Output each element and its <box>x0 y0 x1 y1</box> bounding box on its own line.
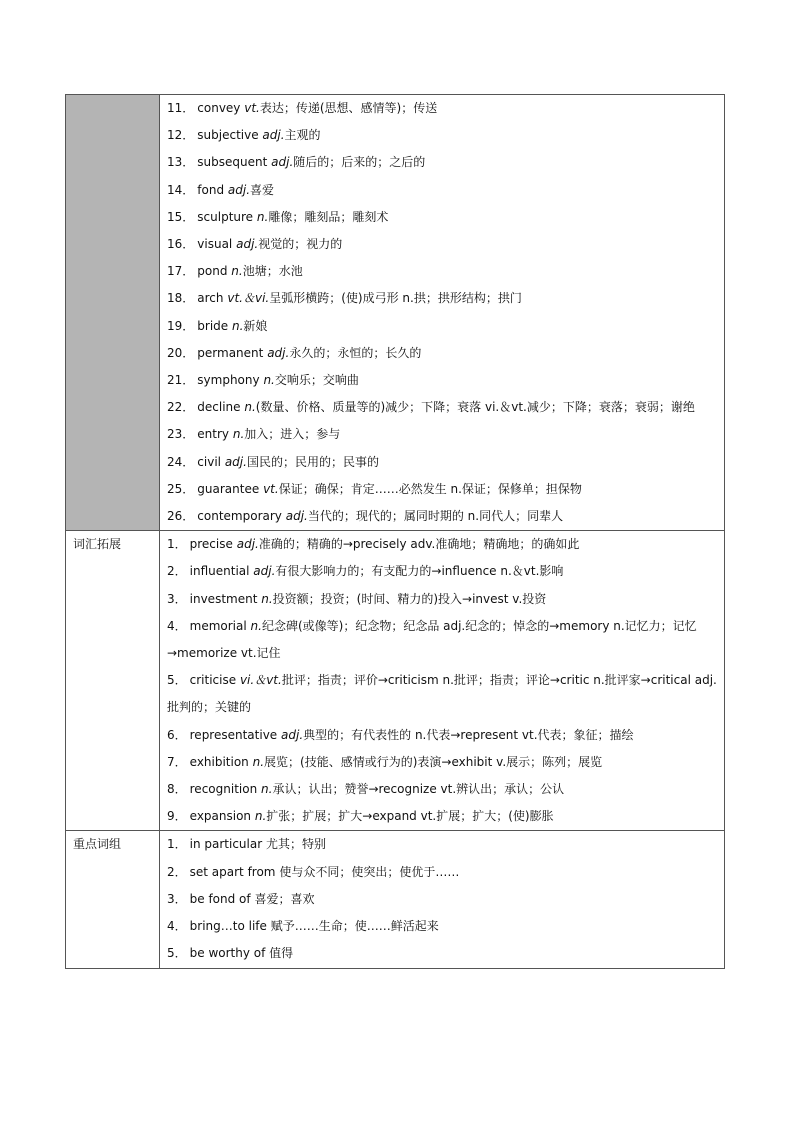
list-item: 23． entry n.加入；进入；参与 <box>167 427 341 442</box>
list-item: 17． pond n.池塘；水池 <box>167 264 303 279</box>
section-items-cell <box>160 531 725 831</box>
list-item: 16． visual adj.视觉的；视力的 <box>167 237 343 252</box>
list-item: 19． bride n.新娘 <box>167 318 268 333</box>
list-item: 24． civil adj.国民的；民用的；民事的 <box>167 454 379 469</box>
list-item: 2． influential adj.有很大影响力的；有支配力的→influence n.＆vt.影响 <box>167 564 564 579</box>
list-item: 14． fond adj.喜爱 <box>167 182 275 197</box>
list-item: 22． decline n.(数量、价格、质量等的)减少；下降；衰落 vi.＆vt.减少；下降；衰落；衰弱；谢绝 <box>167 400 695 415</box>
list-item: 2． set apart from 使与众不同；使突出；使优于…… <box>167 864 460 879</box>
section-category-cell <box>66 95 160 531</box>
section-row-vocabulary-expansion <box>66 531 725 831</box>
list-item: 20． permanent adj.永久的；永恒的；长久的 <box>167 345 422 360</box>
list-item: 18． arch vt.＆vi.呈弧形横跨；(使)成弓形 n.拱；拱形结构；拱门 <box>167 291 522 306</box>
section-items-cell <box>160 95 725 531</box>
section-items-cell <box>160 831 725 968</box>
list-item: 5． be worthy of 值得 <box>167 946 294 961</box>
list-item: 12． subjective adj.主观的 <box>167 128 321 143</box>
list-item: 11． convey vt.表达；传递(思想、感情等)；传送 <box>167 101 438 115</box>
list-item: 4． memorial n.纪念碑(或像等)；纪念物；纪念品 adj.纪念的；悼念的→memory n.记忆力；记忆→memorize vt.记住 <box>167 618 697 661</box>
list-item: 5． criticise vi.＆vt.批评；指责；评价→criticism n.批评；指责；评论→critic n.批评家→critical adj.批判的；关键的 <box>167 673 717 715</box>
list-item: 4． bring…to life 赋予……生命；使……鲜活起来 <box>167 919 439 934</box>
list-item: 25． guarantee vt.保证；确保；肯定……必然发生 n.保证；保修单；担保物 <box>167 481 582 496</box>
list-item: 1． in particular 尤其；特别 <box>167 837 327 852</box>
section-row-key-phrases <box>66 831 725 968</box>
list-item: 1． precise adj.准确的；精确的→precisely adv.准确地；精确地；的确如此 <box>167 537 580 552</box>
list-item: 3． be fond of 喜爱；喜欢 <box>167 891 315 906</box>
list-item: 13． subsequent adj.随后的；后来的；之后的 <box>167 155 426 170</box>
list-item: 26． contemporary adj.当代的；现代的；属同时期的 n.同代人；同辈人 <box>167 509 564 524</box>
list-item: 3． investment n.投资额；投资；(时间、精力的)投入→invest v.投资 <box>167 591 547 606</box>
list-item: 9． expansion n.扩张；扩展；扩大→expand vt.扩展；扩大；(使)膨胀 <box>167 809 554 824</box>
list-item: 15． sculpture n.雕像；雕刻品；雕刻术 <box>167 209 389 224</box>
list-item: 21． symphony n.交响乐；交响曲 <box>167 373 359 388</box>
section-category-cell: 词汇拓展 <box>66 531 160 831</box>
list-item: 8． recognition n.承认；认出；赞誉→recognize vt.辨认出；承认；公认 <box>167 782 565 797</box>
list-item: 6． representative adj.典型的；有代表性的 n.代表→represent vt.代表；象征；描绘 <box>167 727 634 742</box>
vocabulary-table <box>65 94 725 969</box>
section-category-cell: 重点词组 <box>66 831 160 968</box>
list-item: 7． exhibition n.展览；(技能、感情或行为的)表演→exhibit v.展示；陈列；展览 <box>167 754 603 769</box>
section-row-words <box>66 95 725 531</box>
